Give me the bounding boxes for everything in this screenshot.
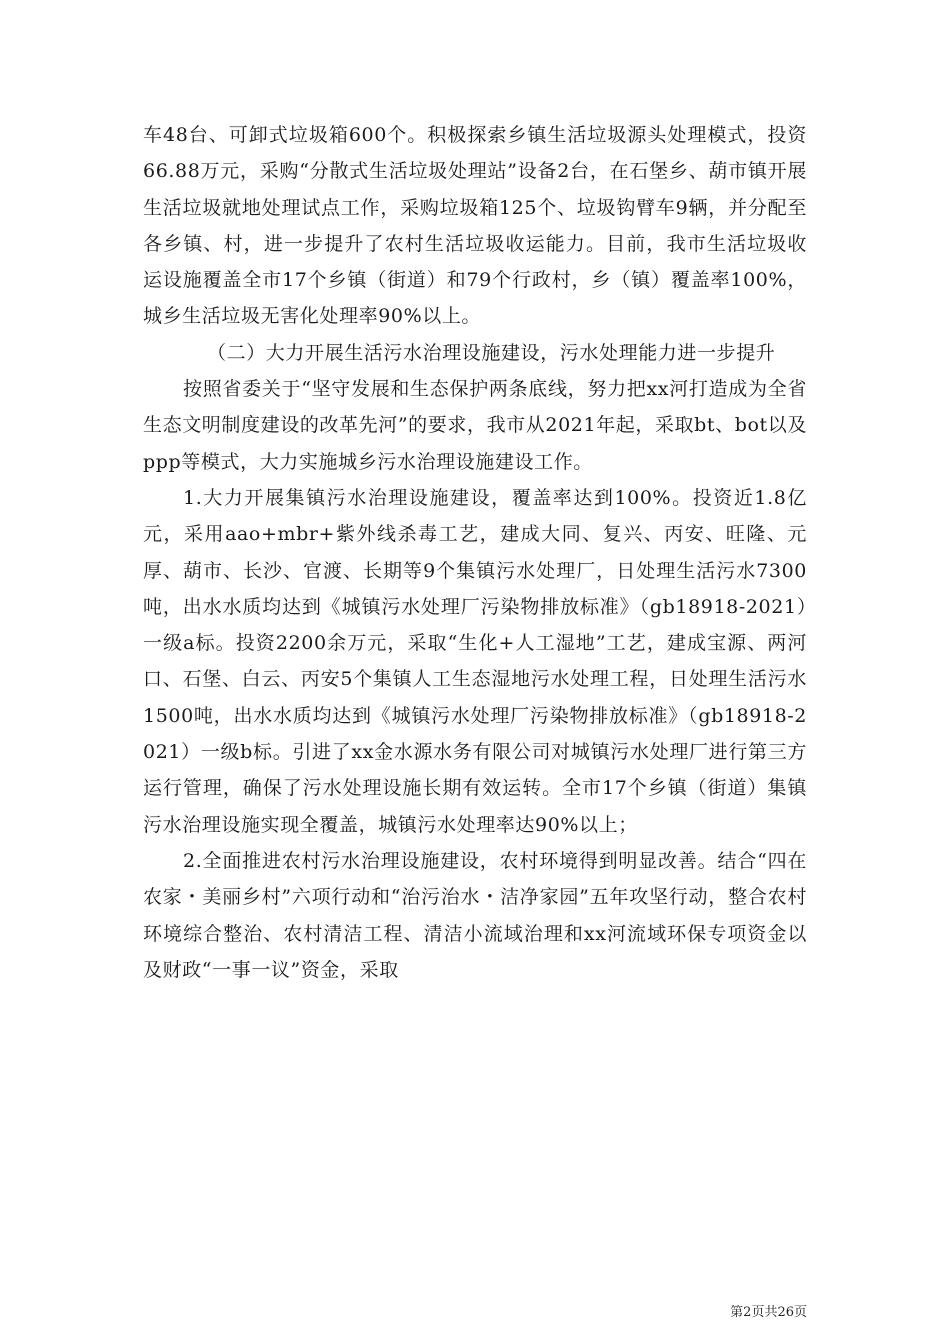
paragraph-town-sewage: 1.大力开展集镇污水治理设施建设，覆盖率达到100%。投资近1.8亿元，采用aao+mbr+紫外线杀毒工艺，建成大同、复兴、丙安、旺隆、元厚、葫市、长沙、官渡、长期等9个集镇污水处理厂，日处理生活污水7300吨，出水水质均达到《城镇污水处理厂污染物排放标准》（gb18918-2021）一级a标。投资2200余万元，采取“生化+人工湿地”工艺，建成宝源、两河口、石堡、白云、丙安5个集镇人工生态湿地污水处理工程，日处理生活污水1500吨，出水水质均达到《城镇污水处理厂污染物排放标准》（gb18918-2021）一级b标。引进了xx金水源水务有限公司对城镇污水处理厂进行第三方运行管理，确保了污水处理设施长期有效运转。全市17个乡镇（街道）集镇污水治理设施实现全覆盖，城镇污水处理率达90%以上； bbox=[143, 486, 807, 836]
page-number-footer: 第2页共26页 bbox=[730, 1305, 807, 1320]
paragraph-rural-sewage: 2.全面推进农村污水治理设施建设，农村环境得到明显改善。结合“四在农家・美丽乡村”六项行动和“治污治水・洁净家园”五年攻坚行动，整合农村环境综合整治、农村清洁工程、清洁小流域治理和xx河流域环保专项资金以及财政“一事一议”资金，采取 bbox=[143, 849, 807, 981]
paragraph-garbage-collection: 车48台、可卸式垃圾箱600个。积极探索乡镇生活垃圾源头处理模式，投资66.88万元，采购“分散式生活垃圾处理站”设备2台，在石堡乡、葫市镇开展生活垃圾就地处理试点工作，采购垃圾箱125个、垃圾钩臂车9辆，并分配至各乡镇、村，进一步提升了农村生活垃圾收运能力。目前，我市生活垃圾收运设施覆盖全市17个乡镇（街道）和79个行政村，乡（镇）覆盖率100%，城乡生活垃圾无害化处理率90%以上。 bbox=[143, 124, 807, 328]
section-heading-sewage: （二）大力开展生活污水治理设施建设，污水处理能力进一步提升 bbox=[207, 341, 776, 364]
paragraph-provincial-requirement: 按照省委关于“坚守发展和生态保护两条底线，努力把xx河打造成为全省生态文明制度建设的改革先河”的要求，我市从2021年起，采取bt、bot以及ppp等模式，大力实施城乡污水治理设施建设工作。 bbox=[143, 378, 807, 473]
document-body bbox=[143, 117, 807, 988]
